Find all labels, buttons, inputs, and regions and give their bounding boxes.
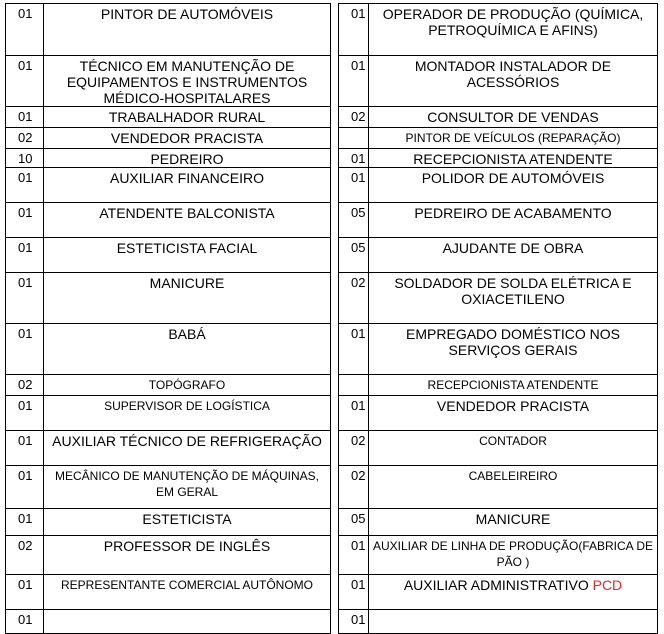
job-title-cell: REPRESENTANTE COMERCIAL AUTÔNOMO [44, 575, 331, 610]
job-title-cell: TOPÓGRAFO [44, 375, 331, 396]
table-row [6, 273, 658, 324]
table-row [6, 168, 658, 203]
job-title-cell: MECÂNICO DE MANUTENÇÃO DE MÁQUINAS, EM GERAL [44, 466, 331, 509]
quantity-cell: 02 [339, 273, 369, 324]
column-gap [331, 238, 339, 273]
job-title-cell: OPERADOR DE PRODUÇÃO (QUÍMICA, PETROQUÍMICA E AFINS) [369, 4, 658, 56]
table-row [6, 431, 658, 466]
quantity-cell: 01 [6, 431, 44, 466]
quantity-cell: 02 [6, 536, 44, 575]
quantity-cell: 01 [6, 56, 44, 107]
table-row [6, 238, 658, 273]
job-title-cell: SUPERVISOR DE LOGÍSTICA [44, 396, 331, 431]
table-row [6, 56, 658, 107]
column-gap [331, 149, 339, 168]
job-title-cell: CONTADOR [369, 431, 658, 466]
job-title-cell: SOLDADOR DE SOLDA ELÉTRICA E OXIACETILENO [369, 273, 658, 324]
table-row [6, 396, 658, 431]
job-title-cell: BABÁ [44, 324, 331, 375]
column-gap [331, 536, 339, 575]
job-title-cell: CONSULTOR DE VENDAS [369, 107, 658, 128]
quantity-cell: 01 [339, 4, 369, 56]
quantity-cell: 01 [339, 575, 369, 610]
table-row [6, 575, 658, 610]
column-gap [331, 273, 339, 324]
table-row [6, 4, 658, 56]
quantity-cell: 01 [6, 238, 44, 273]
job-title-cell: PEDREIRO [44, 149, 331, 168]
quantity-cell: 01 [339, 324, 369, 375]
column-gap [331, 128, 339, 149]
quantity-cell: 05 [339, 203, 369, 238]
table-row [6, 610, 658, 634]
quantity-cell: 01 [6, 396, 44, 431]
quantity-cell: 01 [6, 168, 44, 203]
quantity-cell [339, 128, 369, 149]
job-title-cell: TRABALHADOR RURAL [44, 107, 331, 128]
job-title-cell: PROFESSOR DE INGLÊS [44, 536, 331, 575]
quantity-cell: 02 [6, 375, 44, 396]
quantity-cell: 05 [339, 238, 369, 273]
job-title-cell: ESTETICISTA [44, 509, 331, 536]
column-gap [331, 466, 339, 509]
column-gap [331, 431, 339, 466]
table-row [6, 203, 658, 238]
quantity-cell: 02 [339, 431, 369, 466]
vacancy-table [5, 3, 658, 634]
quantity-cell: 01 [6, 203, 44, 238]
job-title-cell: AJUDANTE DE OBRA [369, 238, 658, 273]
column-gap [331, 203, 339, 238]
job-title-cell: VENDEDOR PRACISTA [369, 396, 658, 431]
column-gap [331, 107, 339, 128]
quantity-cell: 01 [6, 610, 44, 634]
column-gap [331, 509, 339, 536]
column-gap [331, 396, 339, 431]
job-title-cell: MONTADOR INSTALADOR DE ACESSÓRIOS [369, 56, 658, 107]
job-title-cell: EMPREGADO DOMÉSTICO NOS SERVIÇOS GERAIS [369, 324, 658, 375]
column-gap [331, 575, 339, 610]
quantity-cell: 01 [339, 168, 369, 203]
job-title-cell [369, 610, 658, 634]
column-gap [331, 168, 339, 203]
job-title-cell: MANICURE [44, 273, 331, 324]
quantity-cell: 01 [6, 107, 44, 128]
job-title-cell: TÉCNICO EM MANUTENÇÃO DE EQUIPAMENTOS E INSTRUMENTOS MÉDICO-HOSPITALARES [44, 56, 331, 107]
job-title-cell: AUXILIAR DE LINHA DE PRODUÇÃO(FABRICA DE PÃO ) [369, 536, 658, 575]
quantity-cell: 01 [6, 4, 44, 56]
quantity-cell: 02 [339, 107, 369, 128]
job-title-cell: PINTOR DE VEÍCULOS (REPARAÇÃO) [369, 128, 658, 149]
job-title-cell: VENDEDOR PRACISTA [44, 128, 331, 149]
quantity-cell: 01 [339, 536, 369, 575]
column-gap [331, 610, 339, 634]
job-title-cell: ATENDENTE BALCONISTA [44, 203, 331, 238]
table-row [6, 375, 658, 396]
quantity-cell: 01 [6, 466, 44, 509]
table-row [6, 128, 658, 149]
table-row [6, 324, 658, 375]
job-title-cell [44, 610, 331, 634]
quantity-cell: 01 [339, 56, 369, 107]
job-title-text: AUXILIAR ADMINISTRATIVO [403, 577, 589, 593]
quantity-cell: 01 [6, 575, 44, 610]
job-title-cell: RECEPCIONISTA ATENDENTE [369, 375, 658, 396]
column-gap [331, 375, 339, 396]
job-title-cell: AUXILIAR TÉCNICO DE REFRIGERAÇÃO [44, 431, 331, 466]
table-row [6, 536, 658, 575]
job-title-cell: AUXILIAR FINANCEIRO [44, 168, 331, 203]
column-gap [331, 324, 339, 375]
quantity-cell: 01 [339, 610, 369, 634]
job-title-cell: PEDREIRO DE ACABAMENTO [369, 203, 658, 238]
quantity-cell: 02 [339, 466, 369, 509]
table-row [6, 509, 658, 536]
quantity-cell: 01 [339, 396, 369, 431]
table-row [6, 107, 658, 128]
quantity-cell: 02 [6, 128, 44, 149]
quantity-cell: 01 [6, 509, 44, 536]
table-row [6, 466, 658, 509]
column-gap [331, 56, 339, 107]
quantity-cell: 01 [339, 149, 369, 168]
job-title-cell: CABELEIREIRO [369, 466, 658, 509]
quantity-cell: 01 [6, 273, 44, 324]
pcd-tag: PCD [592, 577, 623, 593]
job-title-cell: RECEPCIONISTA ATENDENTE [369, 149, 658, 168]
quantity-cell: 05 [339, 509, 369, 536]
job-title-cell: MANICURE [369, 509, 658, 536]
job-title-cell [369, 575, 658, 610]
job-title-cell: PINTOR DE AUTOMÓVEIS [44, 4, 331, 56]
job-title-cell: ESTETICISTA FACIAL [44, 238, 331, 273]
column-gap [331, 4, 339, 56]
vacancy-table-wrapper [5, 3, 657, 634]
quantity-cell: 01 [6, 324, 44, 375]
quantity-cell: 10 [6, 149, 44, 168]
table-row [6, 149, 658, 168]
job-title-cell: POLIDOR DE AUTOMÓVEIS [369, 168, 658, 203]
quantity-cell [339, 375, 369, 396]
